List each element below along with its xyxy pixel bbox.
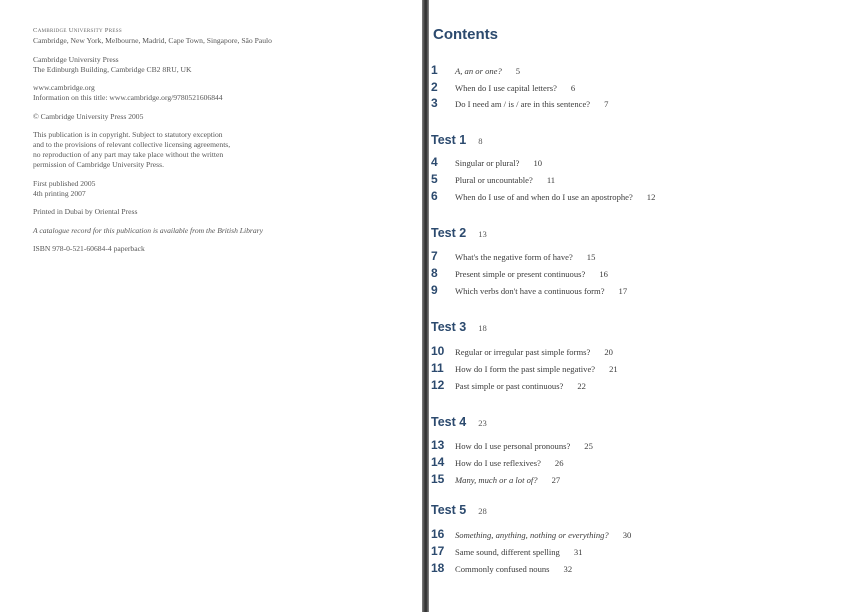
page-number: 22 — [577, 381, 586, 391]
copyright-text-line: no reproduction of any part may take place without the written — [33, 150, 224, 159]
test-label: Test 2 — [431, 226, 467, 240]
first-published: First published 2005 — [33, 178, 96, 188]
test-label: Test 3 — [431, 320, 467, 334]
unit-title: Plural or uncountable? — [455, 175, 533, 185]
publisher-line: Cambridge University Press — [33, 54, 119, 64]
test-label: Test 5 — [431, 503, 467, 517]
page-number: 27 — [551, 475, 561, 485]
imprint-block — [33, 25, 403, 263]
copyright-text-line: This publication is in copyright. Subject to statutory exception — [33, 130, 223, 139]
toc-entry[interactable] — [431, 172, 555, 186]
test-heading[interactable] — [431, 503, 487, 517]
unit-number: 14 — [431, 455, 445, 469]
page-number: 15 — [586, 252, 596, 262]
page-number: 20 — [604, 347, 613, 357]
page-number: 8 — [478, 136, 483, 146]
unit-number: 2 — [431, 80, 438, 94]
toc-entry[interactable] — [431, 80, 575, 94]
toc-entry[interactable] — [431, 378, 586, 392]
page-number: 31 — [573, 547, 583, 557]
toc-entry[interactable] — [431, 189, 655, 203]
unit-number: 17 — [431, 544, 445, 558]
toc-entry[interactable] — [431, 438, 593, 452]
toc-entry[interactable] — [431, 96, 608, 110]
unit-title: Present simple or present continuous? — [455, 269, 586, 279]
page-number: 16 — [599, 269, 608, 279]
catalogue-record: A catalogue record for this publication is available from the British Library — [33, 225, 263, 235]
toc-entry[interactable] — [431, 344, 613, 358]
unit-title: How do I use reflexives? — [455, 458, 541, 468]
toc-entry[interactable] — [431, 561, 572, 575]
printing: 4th printing 2007 — [33, 188, 86, 198]
unit-title: Singular or plural? — [455, 158, 520, 168]
unit-title: Commonly confused nouns — [455, 564, 550, 574]
toc-entry[interactable] — [431, 63, 520, 77]
unit-number: 5 — [431, 172, 438, 186]
unit-number: 16 — [431, 527, 445, 541]
unit-number: 12 — [431, 378, 445, 392]
page-number: 13 — [478, 229, 487, 239]
unit-number: 3 — [431, 96, 438, 110]
unit-title: Which verbs don't have a continuous form? — [455, 286, 605, 296]
page-number: 26 — [554, 458, 564, 468]
test-heading[interactable] — [431, 415, 487, 429]
unit-number: 10 — [431, 344, 445, 358]
unit-title: How do I form the past simple negative? — [455, 364, 596, 374]
unit-title: Do I need am / is / are in this sentence? — [455, 99, 591, 109]
test-heading[interactable] — [431, 226, 487, 240]
unit-title: Something, anything, nothing or everything? — [455, 530, 609, 540]
copyright-text-line: and to the provisions of relevant collective licensing agreements, — [33, 140, 231, 149]
page-number: 6 — [570, 83, 576, 93]
test-heading[interactable] — [431, 320, 487, 334]
toc-entry[interactable] — [431, 527, 631, 541]
page-number: 21 — [609, 364, 618, 374]
unit-number: 15 — [431, 472, 445, 486]
unit-number: 13 — [431, 438, 445, 452]
test-label: Test 1 — [431, 133, 467, 147]
printed-in: Printed in Dubai by Oriental Press — [33, 207, 138, 216]
page-number: 7 — [604, 99, 609, 109]
press-name: Cambridge University Press — [33, 27, 122, 34]
unit-title: A, an or one? — [455, 66, 502, 76]
toc-entry[interactable] — [431, 455, 564, 469]
toc-entry[interactable] — [431, 283, 627, 297]
cities: Cambridge, New York, Melbourne, Madrid, Cape Town, Singapore, São Paulo — [33, 36, 272, 45]
unit-title: What's the negative form of have? — [455, 252, 573, 262]
toc-entry[interactable] — [431, 266, 608, 280]
copyright: © Cambridge University Press 2005 — [33, 111, 144, 121]
unit-number: 11 — [431, 361, 444, 375]
unit-title: Regular or irregular past simple forms? — [455, 347, 591, 357]
unit-number: 9 — [431, 283, 438, 297]
copyright-text-line: permission of Cambridge University Press. — [33, 160, 164, 169]
toc-entry[interactable] — [431, 361, 618, 375]
unit-number: 6 — [431, 189, 438, 203]
unit-title: When do I use capital letters? — [455, 83, 557, 93]
title-info: Information on this title: www.cambridge.org/9780521606844 — [33, 93, 223, 102]
test-label: Test 4 — [431, 415, 467, 429]
page-number: 10 — [533, 158, 543, 168]
unit-number: 1 — [431, 63, 438, 77]
unit-number: 8 — [431, 266, 438, 280]
unit-number: 7 — [431, 249, 438, 263]
page-number: 18 — [478, 323, 487, 333]
page-number: 11 — [546, 175, 556, 185]
unit-title: When do I use of and when do I use an apostrophe? — [455, 192, 633, 202]
isbn: ISBN 978-0-521-60684-4 paperback — [33, 244, 145, 253]
page-number: 30 — [622, 530, 632, 540]
page-number: 5 — [515, 66, 521, 76]
publisher-address: The Edinburgh Building, Cambridge CB2 8RU, UK — [33, 64, 192, 74]
unit-title: How do I use personal pronouns? — [455, 441, 571, 451]
page-number: 25 — [584, 441, 593, 451]
toc-entry[interactable] — [431, 249, 595, 263]
toc-entry[interactable] — [431, 155, 542, 169]
contents-title: Contents — [433, 26, 498, 43]
page-number: 17 — [618, 286, 628, 296]
page-number: 28 — [478, 506, 487, 516]
left-page — [0, 0, 422, 612]
unit-title: Past simple or past continuous? — [455, 381, 564, 391]
website: www.cambridge.org — [33, 83, 95, 92]
toc-entry[interactable] — [431, 472, 560, 486]
page-number: 32 — [563, 564, 573, 574]
test-heading[interactable] — [431, 133, 483, 147]
unit-number: 18 — [431, 561, 445, 575]
unit-title: Many, much or a lot of? — [455, 475, 538, 485]
unit-number: 4 — [431, 155, 438, 169]
unit-title: Same sound, different spelling — [455, 547, 560, 557]
page-number: 12 — [646, 192, 656, 202]
toc-entry[interactable] — [431, 544, 582, 558]
book-spine — [422, 0, 429, 612]
page-number: 23 — [478, 418, 487, 428]
